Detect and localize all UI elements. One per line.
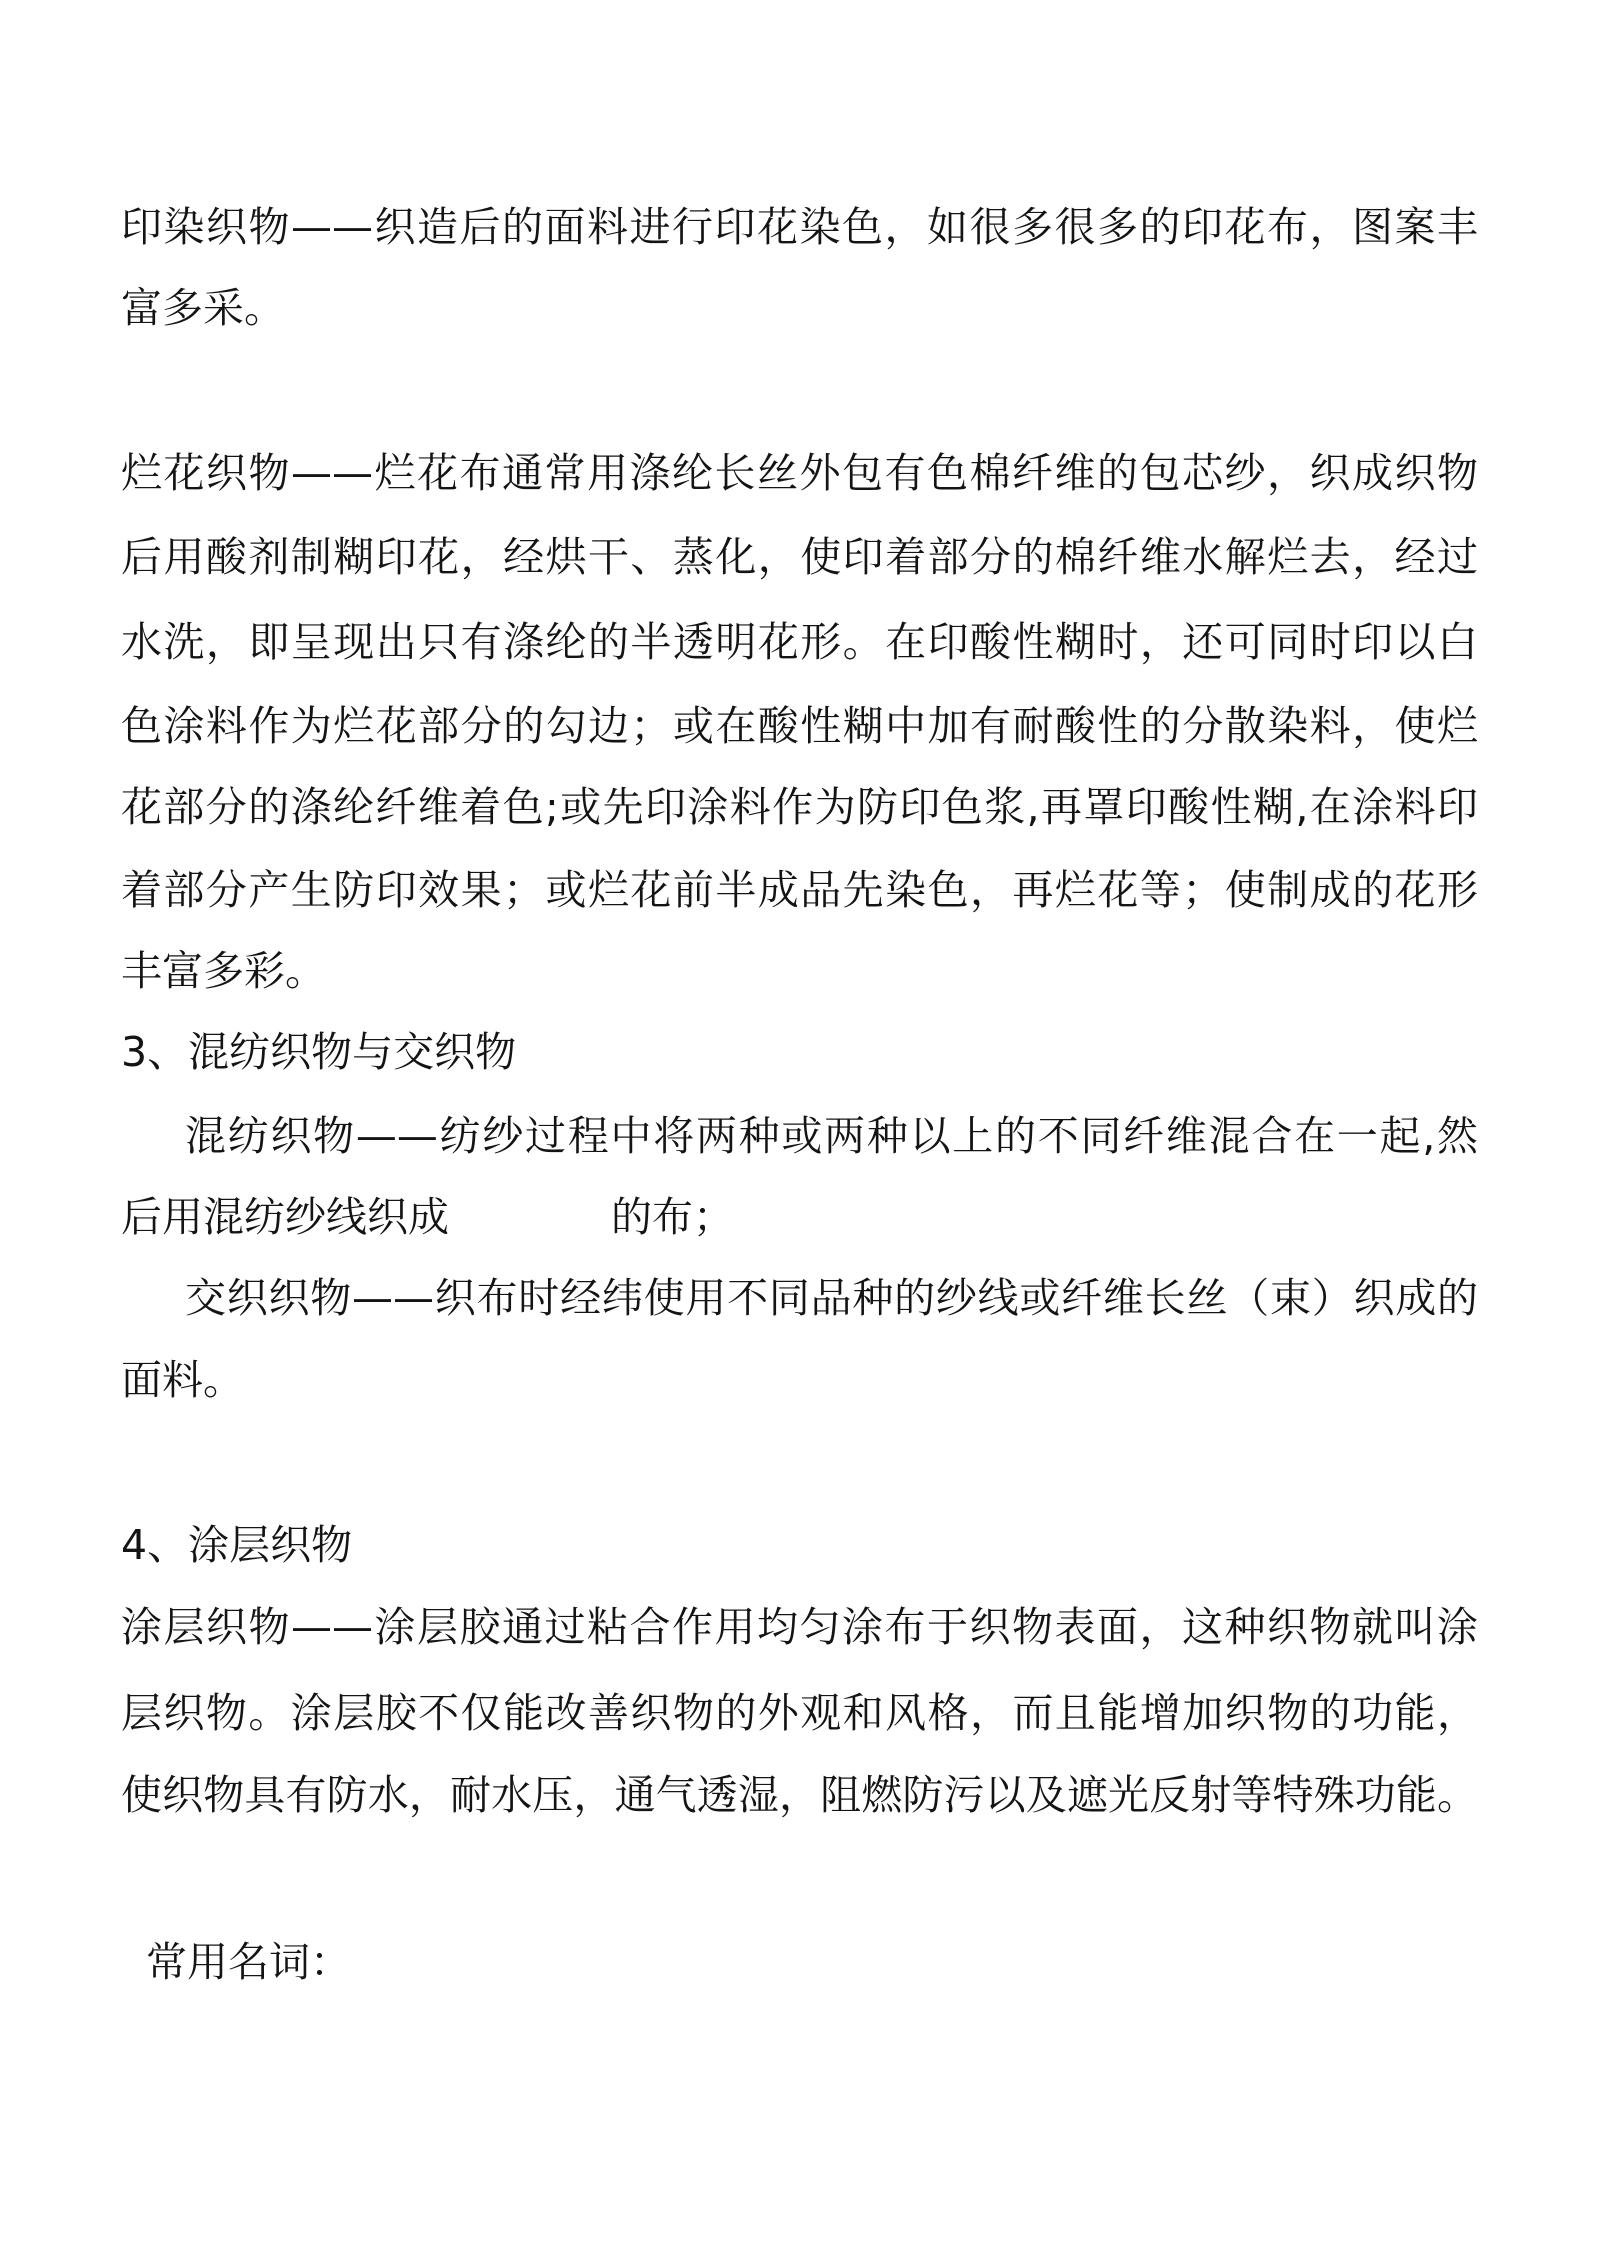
- common-terms-label: 常用名词：: [146, 1938, 351, 1986]
- burnout-fabric-line: 后用酸剂制糊印花，经烘干、蒸化，使印着部分的棉纤维水解烂去，经过: [121, 533, 1478, 581]
- interwoven-fabric-line: 交织织物——织布时经纬使用不同品种的纱线或纤维长丝（束）织成的: [185, 1274, 1478, 1322]
- section-3-heading: 3、混纺织物与交织物: [121, 1028, 517, 1076]
- burnout-fabric-line: 色涂料作为烂花部分的勾边；或在酸性糊中加有耐酸性的分散染料，使烂: [121, 702, 1478, 750]
- burnout-fabric-line: 花部分的涤纶纤维着色;或先印涂料作为防印色浆,再罩印酸性糊,在涂料印: [121, 783, 1478, 831]
- coated-fabric-line: 涂层织物——涂层胶通过粘合作用均匀涂布于织物表面，这种织物就叫涂: [121, 1603, 1478, 1651]
- burnout-fabric-line: 丰富多彩。: [121, 947, 326, 995]
- blended-fabric-line-end: 的布；: [611, 1193, 734, 1241]
- section-4-heading: 4、涂层织物: [121, 1521, 353, 1569]
- printed-fabric-line: 印染织物——织造后的面料进行印花染色，如很多很多的印花布，图案丰: [121, 203, 1478, 251]
- burnout-fabric-line: 烂花织物——烂花布通常用涤纶长丝外包有色棉纤维的包芯纱，织成织物: [121, 449, 1478, 497]
- blended-fabric-line: 后用混纺纱线织成: [121, 1193, 449, 1241]
- printed-fabric-line: 富多采。: [121, 284, 285, 332]
- burnout-fabric-line: 水洗，即呈现出只有涤纶的半透明花形。在印酸性糊时，还可同时印以白: [121, 618, 1478, 666]
- coated-fabric-line: 层织物。涂层胶不仅能改善织物的外观和风格，而且能增加织物的功能，: [121, 1689, 1478, 1737]
- blended-fabric-line: 混纺织物——纺纱过程中将两种或两种以上的不同纤维混合在一起,然: [185, 1112, 1478, 1160]
- burnout-fabric-line: 着部分产生防印效果；或烂花前半成品先染色，再烂花等；使制成的花形: [121, 866, 1478, 914]
- interwoven-fabric-line: 面料。: [121, 1356, 244, 1404]
- coated-fabric-line: 使织物具有防水，耐水压，通气透湿，阻燃防污以及遮光反射等特殊功能。: [121, 1771, 1478, 1819]
